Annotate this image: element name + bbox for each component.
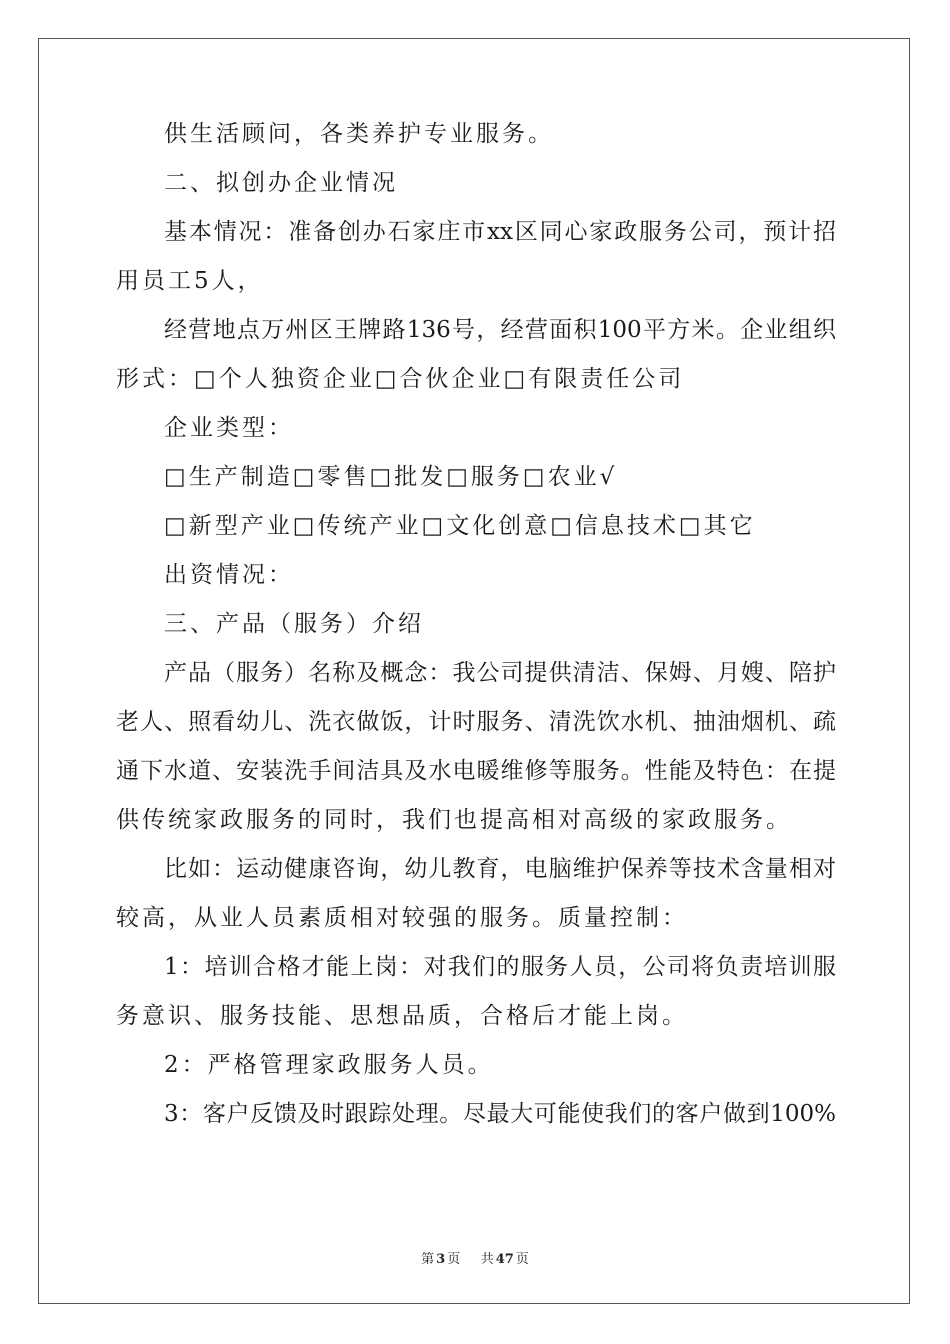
- text-line: 通下水道、安装洗手间洁具及水电暖维修等服务。性能及特色：在提: [116, 758, 836, 784]
- section-heading: 三、产品（服务）介绍: [164, 611, 424, 637]
- text-line: □生产制造□零售□批发□服务□农业√: [164, 464, 618, 490]
- page-suffix: 页: [447, 1252, 461, 1267]
- text-line: 务意识、服务技能、思想品质，合格后才能上岗。: [116, 1003, 688, 1029]
- total-suffix: 页: [515, 1252, 529, 1267]
- text-line: 企业类型：: [164, 415, 294, 441]
- page-number: 3: [436, 1252, 446, 1267]
- page-prefix: 第: [421, 1252, 435, 1267]
- total-prefix: 共: [480, 1252, 494, 1267]
- section-heading: 二、拟创办企业情况: [164, 170, 398, 196]
- text-line: 经营地点万州区王牌路136号，经营面积100平方米。企业组织: [164, 317, 836, 343]
- total-pages: 47: [495, 1252, 514, 1267]
- text-line: 1：培训合格才能上岗：对我们的服务人员，公司将负责培训服: [164, 954, 836, 980]
- text-line: 出资情况：: [164, 562, 294, 588]
- text-line: 较高，从业人员素质相对较强的服务。质量控制：: [116, 905, 688, 931]
- text-line: 比如：运动健康咨询，幼儿教育，电脑维护保养等技术含量相对: [164, 856, 836, 882]
- text-line: 用员工5人，: [116, 268, 264, 294]
- text-line: □新型产业□传统产业□文化创意□信息技术□其它: [164, 513, 756, 539]
- text-line: 基本情况：准备创办石家庄市xx区同心家政服务公司，预计招: [164, 219, 836, 245]
- text-line: 3：客户反馈及时跟踪处理。尽最大可能使我们的客户做到100%: [164, 1101, 836, 1127]
- text-line: 2：严格管理家政服务人员。: [164, 1052, 494, 1078]
- text-line: 形式：□个人独资企业□合伙企业□有限责任公司: [116, 366, 685, 392]
- text-line: 产品（服务）名称及概念：我公司提供清洁、保姆、月嫂、陪护: [164, 660, 836, 686]
- text-line: 老人、照看幼儿、洗衣做饭，计时服务、清洗饮水机、抽油烟机、疏: [116, 709, 836, 735]
- text-line: 供传统家政服务的同时，我们也提高相对高级的家政服务。: [116, 807, 792, 833]
- page-footer: [0, 1248, 950, 1267]
- text-line: 供生活顾问，各类养护专业服务。: [164, 121, 554, 147]
- document-body: [116, 122, 836, 1151]
